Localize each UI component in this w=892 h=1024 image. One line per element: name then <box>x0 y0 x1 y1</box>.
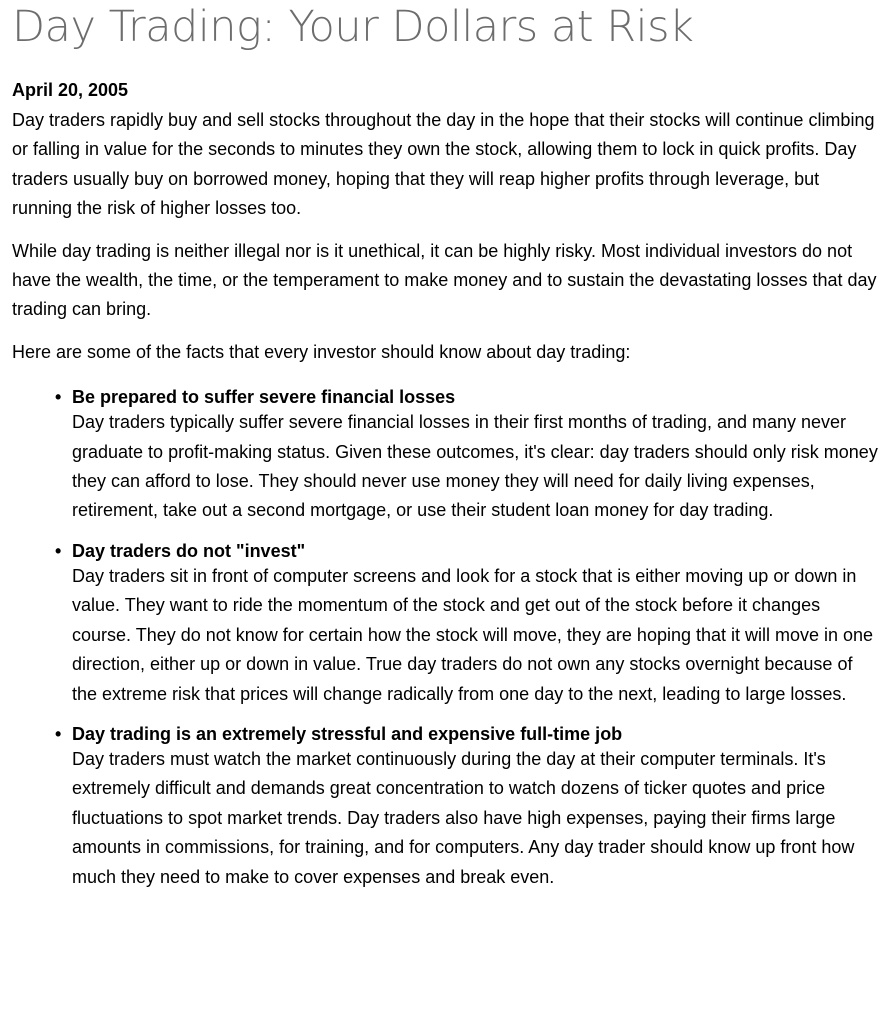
fact-heading: Day traders do not "invest" <box>72 540 306 561</box>
bullet-icon: • <box>55 387 62 408</box>
facts-intro-paragraph: Here are some of the facts that every investor should know about day trading: <box>12 341 631 362</box>
fact-item <box>55 540 882 709</box>
fact-body: Day traders must watch the market continuously during the day at their computer terminals. It's extremely difficult and demands great concentration to watch dozens of ticker quotes and price fluctuations to spot market trends. Day traders also have high expenses, paying their firms large amounts in commissions, for training, and for computers. Any day trader should know up front how much they need to make to cover expenses and break even. <box>72 748 855 887</box>
article-date: April 20, 2005 <box>12 80 129 100</box>
fact-body: Day traders typically suffer severe financial losses in their first months of trading, and many never graduate to profit-making status. Given these outcomes, it's clear: day traders should only risk money they can afford to lose. They should never use money they will need for daily living expenses, retirement, take out a second mortgage, or use their student loan money for day trading. <box>72 412 878 521</box>
facts-list <box>12 386 882 892</box>
page-title: Day Trading: Your Dollars at Risk <box>12 2 694 52</box>
fact-item <box>55 386 882 526</box>
intro-paragraph: Day traders rapidly buy and sell stocks throughout the day in the hope that their stocks will continue climbing or falling in value for the seconds to minutes they own the stock, allowing them to lock in quick profits. Day traders usually buy on borrowed money, hoping that they will reap higher profits through leverage, but running the risk of higher losses too. <box>12 110 875 219</box>
fact-heading: Day trading is an extremely stressful and expensive full-time job <box>72 723 623 744</box>
bullet-icon: • <box>55 723 62 744</box>
fact-body: Day traders sit in front of computer screens and look for a stock that is either moving up or down in value. They want to ride the momentum of the stock and get out of the stock before it changes course. They do not know for certain how the stock will move, they are hoping that it will move in one direction, either up or down in value. True day traders do not own any stocks overnight because of the extreme risk that prices will change radically from one day to the next, leading to large losses. <box>72 565 874 704</box>
fact-heading: Be prepared to suffer severe financial losses <box>72 387 456 408</box>
bullet-icon: • <box>55 540 62 561</box>
risk-paragraph: While day trading is neither illegal nor is it unethical, it can be highly risky. Most individual investors do not have the wealth, the time, or the temperament to make money and to sustain the devastating losses that day trading can bring. <box>12 240 877 320</box>
fact-item <box>55 723 882 892</box>
